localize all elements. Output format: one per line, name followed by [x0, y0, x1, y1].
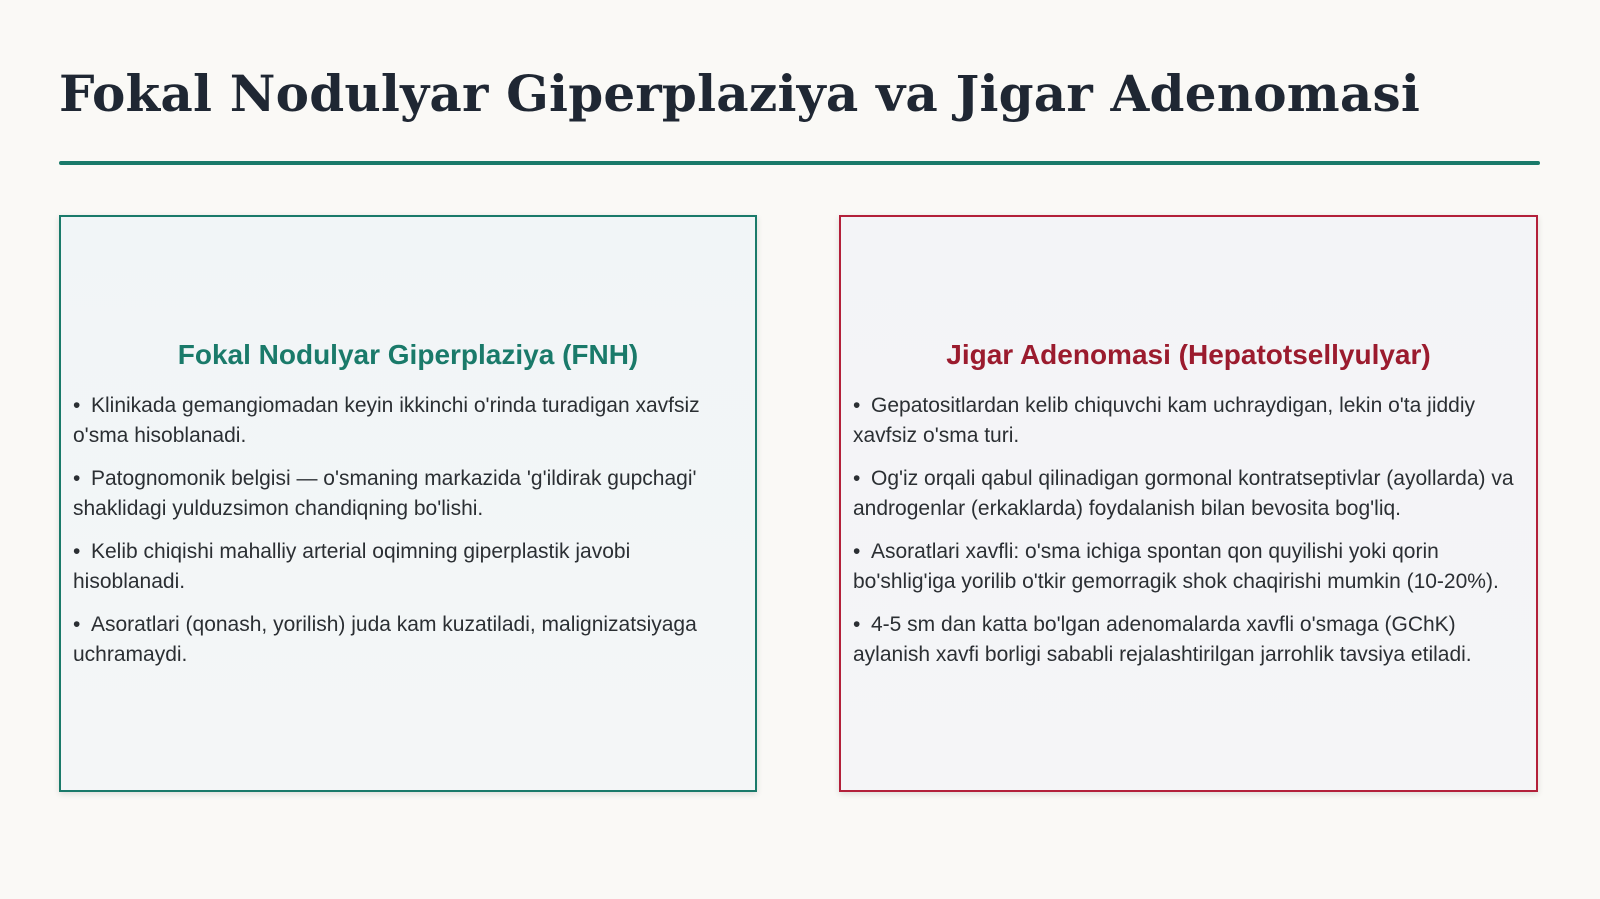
adenoma-bullet: [853, 537, 1524, 597]
page-title: Fokal Nodulyar Giperplaziya va Jigar Adenomasi: [59, 64, 1421, 123]
fnh-bullet: [73, 610, 743, 670]
bullet-icon: •: [73, 540, 81, 563]
bullet-icon: •: [853, 467, 861, 490]
adenoma-bullet: [853, 391, 1524, 451]
fnh-bullet-text: Klinikada gemangiomadan keyin ikkinchi o'rinda turadigan xavfsiz o'sma hisoblanadi.: [73, 394, 700, 447]
adenoma-heading: Jigar Adenomasi (Hepatotsellyulyar): [946, 339, 1431, 370]
adenoma-bullet-text: Asoratlari xavfli: o'sma ichiga spontan qon quyilishi yoki qorin bo'shlig'iga yorilib o'tkir gemorragik shok chaqirishi mumkin (10-20%).: [853, 540, 1499, 593]
adenoma-bullet-text: Og'iz orqali qabul qilinadigan gormonal kontratseptivlar (ayollarda) va androgenlar (erkaklarda) foydalanish bilan bevosita bog'liq.: [853, 467, 1514, 520]
bullet-icon: •: [73, 394, 81, 417]
adenoma-bullet-text: Gepatositlardan kelib chiquvchi kam uchraydigan, lekin o'ta jiddiy xavfsiz o'sma turi.: [853, 394, 1476, 447]
fnh-card: [59, 215, 757, 792]
adenoma-bullet-text: 4-5 sm dan katta bo'lgan adenomalarda xavfli o'smaga (GChK) aylanish xavfi borligi sababli rejalashtirilgan jarrohlik tavsiya etiladi.: [853, 613, 1472, 666]
bullet-icon: •: [73, 613, 81, 636]
bullet-icon: •: [853, 394, 861, 417]
title-divider: [59, 161, 1540, 165]
adenoma-bullet: [853, 610, 1524, 670]
bullet-icon: •: [853, 540, 861, 563]
fnh-heading: Fokal Nodulyar Giperplaziya (FNH): [177, 339, 639, 370]
fnh-bullet-text: Patognomonik belgisi — o'smaning markazida 'g'ildirak gupchagi' shaklidagi yulduzsimon chandiqning bo'lishi.: [73, 467, 697, 520]
adenoma-bullet-list: [853, 391, 1524, 670]
adenoma-card: [839, 215, 1538, 792]
fnh-bullet: [73, 464, 743, 524]
fnh-bullet-text: Kelib chiqishi mahalliy arterial oqimning giperplastik javobi hisoblanadi.: [73, 540, 631, 593]
adenoma-bullet: [853, 464, 1524, 524]
bullet-icon: •: [853, 613, 861, 636]
fnh-bullet-list: [73, 391, 743, 670]
bullet-icon: •: [73, 467, 81, 490]
fnh-bullet-text: Asoratlari (qonash, yorilish) juda kam kuzatiladi, malignizatsiyaga uchramaydi.: [73, 613, 697, 666]
fnh-bullet: [73, 391, 743, 451]
fnh-bullet: [73, 537, 743, 597]
